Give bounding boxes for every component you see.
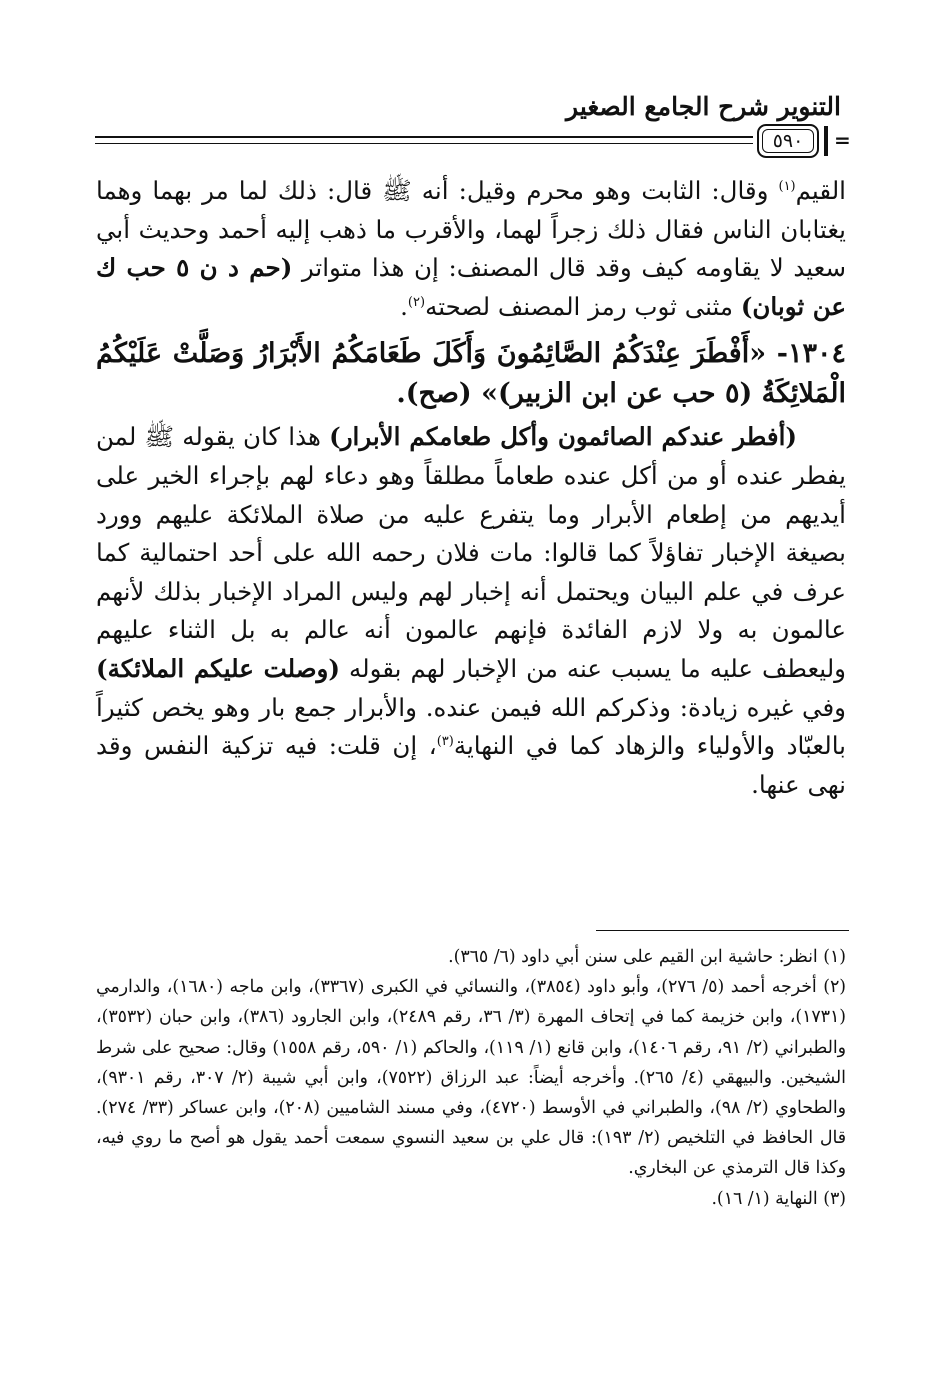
text-run: وفي غيره زيادة: وذكركم الله فيمن عنده. والأبرار جمع بار وهو يخص كثيراً بالعبّاد والأولياء والزهاد كما في النهاية <box>96 692 846 761</box>
text-run: هذا كان يقوله ﷺ لمن يفطر عنده أو من أكل عنده طعاماً مطلقاً وهو دعاء لهم بإجراء الخير على أيديهم من إطعام الأبرار وما يتفرع عليه من صلاة الملائكة عليهم وورد بصيغة الإخبار تفاؤلاً كما قالوا: مات فلان رحمه الله على أحد احتمالية كما عرف في علم البيان ويحتمل أنه إخبار لهم وليس المراد الإخبار بذلك لأنهم عالمون به ولا لازم الفائدة فإنهم عالمون أنه عالم به بل الثناء عليهم وليعطف عليه ما يسبب عنه من الإخبار لهم بقوله <box>96 422 846 683</box>
page-dash: = <box>834 128 851 152</box>
source-code: (حم د ن ٥ حب ك عن ثوبان) <box>96 253 846 321</box>
page-number <box>757 124 819 158</box>
header-rule <box>95 136 753 138</box>
page-number-text: ٥٩٠ <box>772 130 804 152</box>
text-run: . <box>400 291 408 321</box>
footnotes <box>96 942 846 1214</box>
text-run: ، إن قلت: فيه تزكية النفس وقد نهى عنها. <box>96 731 846 799</box>
footnote-1: (١) انظر: حاشية ابن القيم على سنن أبي داود (٦/ ٣٦٥). <box>448 947 846 967</box>
text-run: مثنى ثوب رمز المصنف لصحته <box>425 291 741 321</box>
footnote-ref: (٢) <box>407 294 426 310</box>
main-text <box>96 172 846 804</box>
footnote-2: (٢) أخرجه أحمد (٥/ ٢٧٦)، وأبو داود (٣٨٥٤)، والنسائي في الكبرى (٣٣٦٧)، وابن ماجه (١٦٨٠)، والدارمي (١٧٣١)، وابن خزيمة كما في إتحاف المهرة (٣/ ٣٦، رقم ٢٤٨٩)، وابن الجارود (٣٨٦)، وابن حبان (٣٥٣٢)، والطبراني (٢/ ٩١، رقم ١٤٠٦)، وابن قانع (١/ ١١٩)، والحاكم (١/ ٥٩٠، رقم ١٥٥٨) وقال: صحيح على شرط الشيخين. والبيهقي (٤/ ٢٦٥). وأخرجه أيضاً: عبد الرزاق (٧٥٢٢)، وابن أبي شيبة (٢/ ٣٠٧، رقم ٩٣٠١)، والطحاوي (٢/ ٩٨)، والطبراني في الأوسط (٤٧٢٠)، وفي مسند الشاميين (٢٠٨)، وابن عساكر (٣٣/ ٢٧٤). قال الحافظ في التلخيص (٢/ ١٩٣): قال علي بن سعيد النسوي سمعت أحمد يقول هو أصح ما روي فيه، وكذا قال الترمذي عن البخاري. <box>96 977 847 1179</box>
header-rule-thin <box>95 143 753 144</box>
text-run: القيم <box>795 176 846 205</box>
footnote-ref: (٣) <box>436 733 454 749</box>
text-run: وقال: الثابت وهو محرم وقيل: أنه ﷺ قال: ذلك لما مر بهما وهما يغتابان الناس فقال ذلك زجراً لهما، والأقرب ما ذهب إليه أحمد وحديث أبي سعيد لا يقاومه كيف وقد قال المصنف: إن هذا متواتر <box>96 176 846 283</box>
hadith-heading: ١٣٠٤- «أَفْطَرَ عِنْدَكُمُ الصَّائِمُونَ وَأَكَلَ طَعَامَكُمُ الأَبْرَارُ وَصَلَّتْ عَلَيْكُمُ الْمَلائِكَةُ (٥ حب عن ابن الزبير)» (صح). <box>96 338 846 410</box>
paragraph <box>96 172 846 326</box>
footnote-separator <box>596 930 849 931</box>
quoted-text: (وصلت عليكم الملائكة) <box>96 653 340 683</box>
running-title: التنوير شرح الجامع الصغير <box>566 92 841 121</box>
paragraph <box>96 418 846 804</box>
quoted-text: (أفطر عندكم الصائمون وأكل طعامكم الأبرار) <box>329 422 797 452</box>
page-number-ornament <box>824 126 828 156</box>
footnote-ref: (١) <box>778 178 796 194</box>
footnote-3: (٣) النهاية (١/ ١٦). <box>711 1188 846 1209</box>
